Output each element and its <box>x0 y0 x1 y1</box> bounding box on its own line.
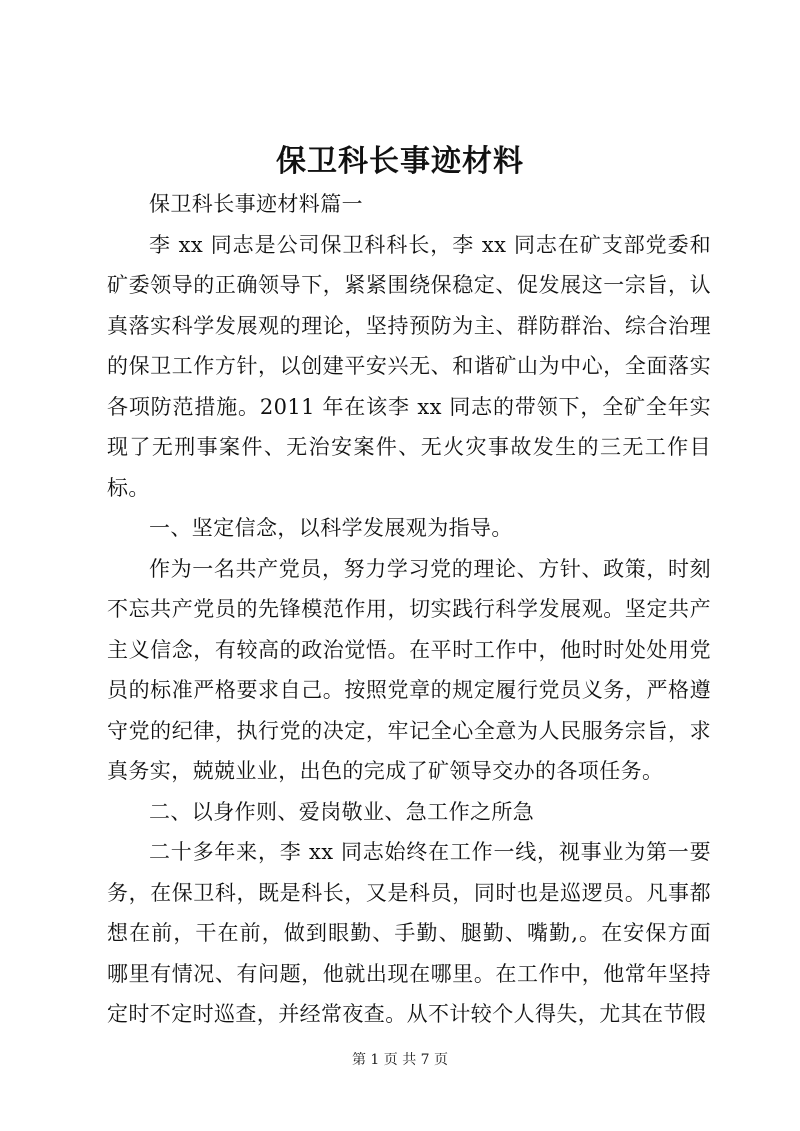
paragraph: 李 xx 同志是公司保卫科科长，李 xx 同志在矿支部党委和矿委领导的正确领导下，紧紧围绕保稳定、促发展这一宗旨，认真落实科学发展观的理论，坚持预防为主、群防群治、综合治理的保卫工作方针，以创建平安兴无、和谐矿山为中心，全面落实各项防范措施。2011 年在该李 xx 同志的带领下，全矿全年实现了无刑事案件、无治安案件、无火灾事故发生的三无工作目标。 <box>107 232 711 500</box>
subsection-heading: 一、坚定信念，以科学发展观为指导。 <box>149 516 513 540</box>
subsection-heading: 二、以身作则、爱岗敬业、急工作之所急 <box>149 799 535 824</box>
paragraph: 二十多年来，李 xx 同志始终在工作一线，视事业为第一要务，在保卫科，既是科长，又是科员，同时也是巡逻员。凡事都想在前，干在前，做到眼勤、手勤、腿勤、嘴勤,。在安保方面哪里有情况、有问题，他就出现在哪里。在工作中，他常年坚持定时不定时巡查，并经常夜查。从不计较个人得失，尤其在节假 <box>107 840 711 1026</box>
page-footer: 第 1 页 共 7 页 <box>351 1052 449 1068</box>
document-body <box>107 184 711 1035</box>
document-title: 保卫科长事迹材料 <box>276 144 524 179</box>
section-heading: 保卫科长事迹材料篇一 <box>149 192 363 216</box>
paragraph: 作为一名共产党员，努力学习党的理论、方针、政策，时刻不忘共产党员的先锋模范作用，切实践行科学发展观。坚定共产主义信念，有较高的政治觉悟。在平时工作中，他时时处处用党员的标准严格要求自己。按照党章的规定履行党员义务，严格遵守党的纪律，执行党的决定，牢记全心全意为人民服务宗旨，求真务实，兢兢业业，出色的完成了矿领导交办的各项任务。 <box>107 556 711 783</box>
